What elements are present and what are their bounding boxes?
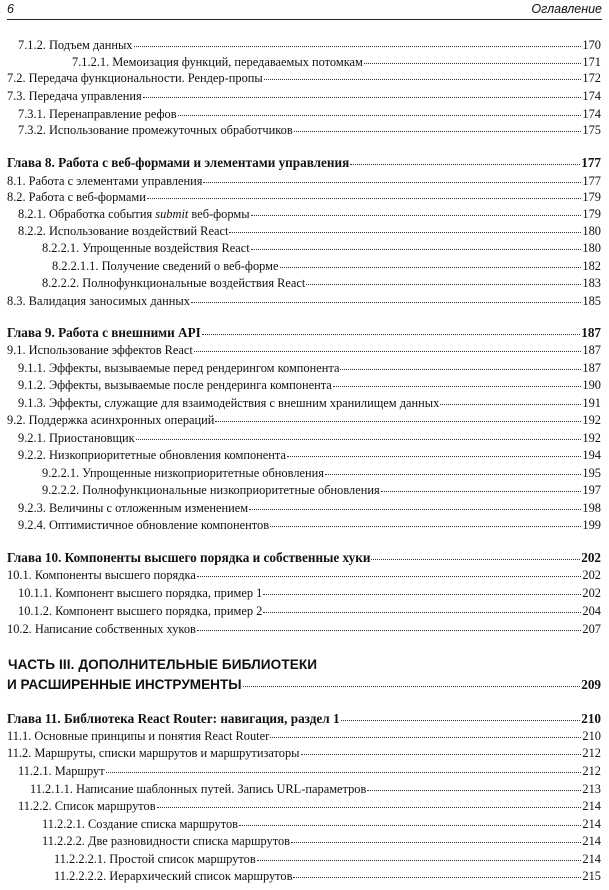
entry-page-number: 199 [582, 518, 601, 532]
dot-leader [157, 807, 582, 808]
dot-leader [143, 97, 582, 98]
dot-leader [371, 559, 580, 560]
entry-page-number: 180 [582, 224, 601, 238]
dot-leader [191, 302, 581, 303]
toc-entry [7, 568, 601, 583]
toc-entry [18, 586, 601, 601]
dot-leader [367, 790, 581, 791]
dot-leader [280, 267, 582, 268]
entry-page-number: 207 [582, 622, 601, 636]
entry-title: 9.2.2. Низкоприоритетные обновления компонента [18, 448, 286, 462]
entry-page-number: 214 [582, 834, 601, 848]
toc-entry [18, 378, 601, 393]
entry-page-number: 182 [582, 259, 601, 273]
toc-entry [7, 413, 601, 428]
entry-title: И РАСШИРЕННЫЕ ИНСТРУМЕНТЫ [7, 677, 242, 692]
dot-leader [440, 404, 581, 405]
entry-title: 8.2.2.2. Полнофункциональные воздействия React [42, 276, 306, 290]
entry-page-number: 214 [582, 799, 601, 813]
dot-leader [294, 131, 582, 132]
entry-title: Глава 8. Работа с веб-формами и элементами управления [7, 155, 350, 170]
dot-leader [147, 198, 582, 199]
entry-title: 11.2.2.2.2. Иерархический список маршрутов [54, 869, 293, 883]
entry-page-number: 202 [581, 550, 601, 565]
entry-title: 8.1. Работа с элементами управления [7, 174, 203, 188]
entry-page-number: 210 [581, 711, 601, 726]
toc-entry [7, 294, 601, 309]
entry-page-number: 198 [582, 501, 601, 515]
entry-page-number: 214 [582, 852, 601, 866]
toc-entry [18, 431, 601, 446]
entry-title: 10.2. Написание собственных хуков [7, 622, 196, 636]
running-title: Оглавление [531, 2, 602, 16]
dot-leader [340, 369, 581, 370]
entry-page-number: 170 [582, 38, 601, 52]
dot-leader [291, 842, 581, 843]
entry-page-number: 192 [582, 431, 601, 445]
dot-leader [243, 686, 581, 687]
toc-entry [18, 224, 601, 239]
toc-entry [54, 852, 601, 867]
entry-title: 11.2.2.2.1. Простой список маршрутов [54, 852, 256, 866]
toc-entry [18, 604, 601, 619]
dot-leader [136, 439, 582, 440]
dot-leader [306, 284, 581, 285]
entry-title: 9.2.2.1. Упрощенные низкоприоритетные обновления [42, 466, 324, 480]
entry-page-number: 215 [582, 869, 601, 883]
chapter-entry [7, 155, 601, 171]
entry-title: 10.1.1. Компонент высшего порядка, пример 1 [18, 586, 263, 600]
toc-entry [18, 501, 601, 516]
dot-leader [239, 825, 581, 826]
toc-entry [7, 190, 601, 205]
dot-leader [178, 115, 582, 116]
toc-entry [18, 123, 601, 138]
dot-leader [249, 509, 581, 510]
entry-title: 11.2.2.1. Создание списка маршрутов [42, 817, 239, 831]
toc-entry [54, 869, 601, 884]
chapter-entry [7, 550, 601, 566]
dot-leader [364, 63, 582, 64]
toc-entry [18, 764, 601, 779]
entry-page-number: 185 [582, 294, 601, 308]
dot-leader [325, 474, 581, 475]
entry-page-number: 187 [581, 325, 601, 340]
dot-leader [341, 720, 581, 721]
dot-leader [134, 46, 582, 47]
entry-title: 11.1. Основные принципы и понятия React Router [7, 729, 270, 743]
entry-title: 8.3. Валидация заносимых данных [7, 294, 190, 308]
dot-leader [264, 79, 582, 80]
dot-leader [381, 491, 582, 492]
entry-page-number: 191 [582, 396, 601, 410]
entry-title: 8.2.2. Использование воздействий React [18, 224, 229, 238]
entry-title: 8.2.2.1.1. Получение сведений о веб-форме [52, 259, 279, 273]
chapter-entry [7, 325, 601, 341]
dot-leader [293, 877, 581, 878]
entry-page-number: 194 [582, 448, 601, 462]
entry-page-number: 202 [582, 586, 601, 600]
dot-leader [202, 334, 580, 335]
entry-page-number: 212 [582, 764, 601, 778]
entry-title: 11.2.2.2. Две разновидности списка маршрутов [42, 834, 291, 848]
entry-page-number: 192 [582, 413, 601, 427]
dot-leader [194, 351, 582, 352]
toc-entry [18, 38, 601, 53]
dot-leader [251, 215, 582, 216]
dot-leader [301, 754, 582, 755]
entry-page-number: 175 [582, 123, 601, 137]
toc-entry [18, 396, 601, 411]
entry-title: 7.3. Передача управления [7, 89, 142, 103]
entry-title: 10.1.2. Компонент высшего порядка, пример 2 [18, 604, 263, 618]
entry-page-number: 210 [582, 729, 601, 743]
entry-page-number: 179 [582, 190, 601, 204]
entry-title: Глава 9. Работа с внешними API [7, 325, 201, 340]
toc-entry [7, 746, 601, 761]
dot-leader [215, 421, 581, 422]
toc-entry [42, 241, 601, 256]
toc-entry [18, 107, 601, 122]
entry-title: 11.2.2. Список маршрутов [18, 799, 156, 813]
chapter-entry [7, 711, 601, 727]
toc-entry [7, 89, 601, 104]
part-heading-line [7, 677, 601, 693]
dot-leader [197, 630, 582, 631]
entry-page-number: 177 [582, 174, 601, 188]
dot-leader [251, 249, 582, 250]
entry-page-number: 209 [581, 677, 601, 692]
entry-title: 11.2.1. Маршрут [18, 764, 105, 778]
entry-page-number: 214 [582, 817, 601, 831]
entry-page-number: 183 [582, 276, 601, 290]
dot-leader [350, 164, 580, 165]
entry-page-number: 187 [582, 361, 601, 375]
entry-page-number: 187 [582, 343, 601, 357]
toc-entry [18, 207, 601, 222]
entry-page-number: 179 [582, 207, 601, 221]
entry-title: 9.1. Использование эффектов React [7, 343, 193, 357]
dot-leader [333, 386, 582, 387]
page-number: 6 [7, 2, 14, 16]
entry-page-number: 171 [582, 55, 601, 69]
entry-title: 7.3.2. Использование промежуточных обработчиков [18, 123, 293, 137]
entry-title: 9.1.1. Эффекты, вызываемые перед рендерингом компонента [18, 361, 340, 375]
entry-title: 10.1. Компоненты высшего порядка [7, 568, 196, 582]
toc-entry [18, 448, 601, 463]
entry-title: 7.1.2.1. Мемоизация функций, передаваемых потомкам [72, 55, 363, 69]
entry-title: Глава 10. Компоненты высшего порядка и собственные хуки [7, 550, 371, 565]
entry-page-number: 212 [582, 746, 601, 760]
dot-leader [197, 576, 582, 577]
entry-page-number: 197 [582, 483, 601, 497]
dot-leader [270, 737, 581, 738]
entry-title: 9.2. Поддержка асинхронных операций [7, 413, 215, 427]
toc-entry [7, 729, 601, 744]
entry-page-number: 213 [582, 782, 601, 796]
entry-page-number: 172 [582, 71, 601, 85]
entry-page-number: 202 [582, 568, 601, 582]
entry-page-number: 174 [582, 89, 601, 103]
part-heading: ЧАСТЬ III. ДОПОЛНИТЕЛЬНЫЕ БИБЛИОТЕКИ [8, 657, 318, 672]
entry-page-number: 204 [582, 604, 601, 618]
toc-entry [52, 259, 601, 274]
entry-title: 8.2.1. Обработка события submit веб-формы [18, 207, 250, 221]
toc-entry [18, 361, 601, 376]
entry-page-number: 195 [582, 466, 601, 480]
dot-leader [263, 594, 581, 595]
toc-entry [42, 276, 601, 291]
entry-title: 9.1.3. Эффекты, служащие для взаимодействия с внешним хранилищем данных [18, 396, 440, 410]
toc-entry [42, 483, 601, 498]
dot-leader [203, 182, 581, 183]
toc-entry [72, 55, 601, 70]
entry-title: 9.2.1. Приостановщик [18, 431, 135, 445]
entry-title: 11.2. Маршруты, списки маршрутов и маршрутизаторы [7, 746, 300, 760]
entry-title: 7.1.2. Подъем данных [18, 38, 133, 52]
entry-title: Глава 11. Библиотека React Router: навигация, раздел 1 [7, 711, 340, 726]
entry-page-number: 174 [582, 107, 601, 121]
toc-entry [42, 817, 601, 832]
toc-entry [7, 174, 601, 189]
entry-title: 9.2.4. Оптимистичное обновление компонентов [18, 518, 270, 532]
entry-title: 8.2.2.1. Упрощенные воздействия React [42, 241, 250, 255]
toc-entry [18, 518, 601, 533]
toc-entry [7, 343, 601, 358]
entry-title: 7.2. Передача функциональности. Рендер-пропы [7, 71, 263, 85]
entry-page-number: 177 [581, 155, 601, 170]
entry-page-number: 180 [582, 241, 601, 255]
entry-title: 8.2. Работа с веб-формами [7, 190, 146, 204]
dot-leader [257, 860, 582, 861]
toc-entry [7, 71, 601, 86]
dot-leader [287, 456, 581, 457]
entry-title: 9.1.2. Эффекты, вызываемые после рендеринга компонента [18, 378, 332, 392]
dot-leader [270, 526, 581, 527]
entry-title: 9.2.3. Величины с отложенным изменением [18, 501, 249, 515]
toc-entry [18, 799, 601, 814]
entry-title: 9.2.2.2. Полнофункциональные низкоприоритетные обновления [42, 483, 380, 497]
toc-entry [30, 782, 601, 797]
toc-entry [7, 622, 601, 637]
toc-entry [42, 834, 601, 849]
toc-entry [42, 466, 601, 481]
entry-page-number: 190 [582, 378, 601, 392]
entry-title: 11.2.1.1. Написание шаблонных путей. Запись URL-параметров [30, 782, 367, 796]
entry-title: 7.3.1. Перенаправление рефов [18, 107, 177, 121]
dot-leader [106, 772, 582, 773]
dot-leader [263, 612, 581, 613]
dot-leader [229, 232, 581, 233]
